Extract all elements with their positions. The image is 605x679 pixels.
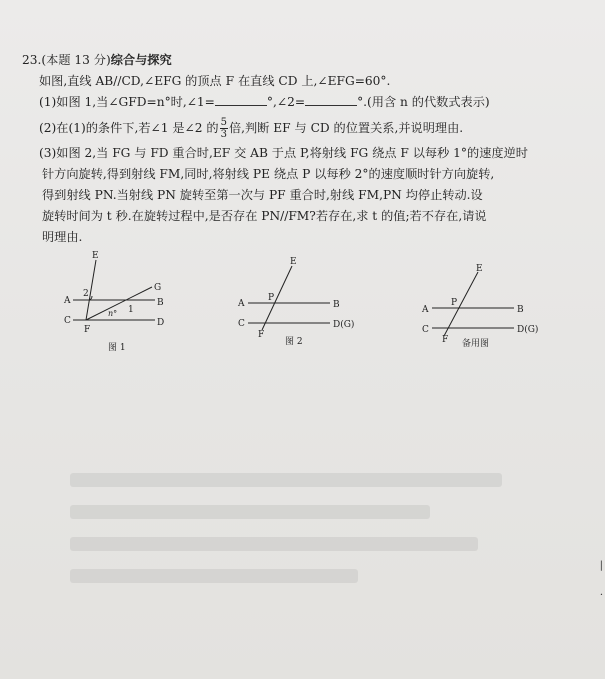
fig1-label-angle2: 2 [83,289,89,299]
question-intro: 如图,直线 AB//CD,∠EFG 的顶点 F 在直线 CD 上,∠EFG=60°. [39,74,391,88]
fig3-label-C: C [422,325,429,335]
figures-area [0,250,605,360]
fig2-line-EF [262,266,292,330]
fig1-label-angle-n: n° [108,309,118,318]
part-1 [22,92,592,113]
figure-3-labels [421,264,538,349]
figure-2-labels [237,257,354,347]
fig2-label-A: A [238,299,245,309]
fig1-label-D: D [157,318,165,328]
edge-mark: | [599,560,603,571]
fig1-label-B: B [157,298,164,308]
fig3-label-B: B [517,305,524,315]
fig2-caption: 图 2 [285,337,303,347]
fig3-label-E: E [476,264,483,274]
question-title: 综合与探究 [110,53,172,67]
fig3-label-P: P [451,298,458,308]
fraction-five-thirds [220,117,228,140]
fig1-label-angle1: 1 [128,305,134,315]
fig1-caption: 图 1 [108,343,126,353]
fig2-label-P: P [268,293,275,303]
question-score: (本题 13 分) [41,53,111,67]
fig1-ray-FG [86,287,152,320]
fraction-denominator: 3 [220,129,227,140]
fraction-numerator: 5 [220,117,227,128]
part-3-line-3: 得到射线 PN.当射线 PN 旋转至第一次与 PF 重合时,射线 FM,PN 均停止转动.设 [42,188,483,202]
part-1-text-b: °,∠2= [266,95,306,109]
question-number: 23. [22,53,42,67]
fig2-label-C: C [238,319,245,329]
part-3-line-2: 针方向旋转,得到射线 FM,同时,将射线 PE 绕点 P 以每秒 2°的速度顺时针方向旋转, [42,167,495,181]
edge-mark: · [599,590,603,601]
part-2-text-a: (2)在(1)的条件下,若∠1 是∠2 的 [39,121,219,135]
fig2-label-B: B [333,300,340,310]
question-23 [22,50,592,248]
bleed-through-text [70,455,550,605]
fig3-label-F: F [442,335,449,345]
fig1-label-C: C [64,316,71,326]
part-1-text-a: (1)如图 1,当∠GFD=n°时,∠1= [39,95,215,109]
fig1-label-G: G [154,283,162,293]
part-3-line-5: 明理由. [42,230,83,244]
fig3-label-A: A [422,305,429,315]
part-1-text-c: °.(用含 n 的代数式表示) [357,95,490,109]
fig3-label-DG: D(G) [517,325,539,335]
part-2-text-b: 倍,判断 EF 与 CD 的位置关系,并说明理由. [228,121,464,135]
fig2-label-F: F [258,330,265,340]
fig3-caption: 备用图 [462,339,490,349]
part-3-line-1: (3)如图 2,当 FG 与 FD 重合时,EF 交 AB 于点 P,将射线 FG 绕点 F 以每秒 1°的速度逆时 [39,146,528,160]
fig1-label-A: A [64,296,71,306]
fig1-label-F: F [84,325,91,335]
figure-2 [248,266,330,330]
part-3-line-4: 旋转时间为 t 秒.在旋转过程中,是否存在 PN//FM?若存在,求 t 的值;若不存在,请说 [42,209,487,223]
figure-1-labels [63,251,164,353]
figure-3 [432,272,514,336]
fig2-label-E: E [290,257,297,267]
question-header [22,50,592,71]
answer-blank-angle2[interactable] [305,93,357,106]
answer-blank-angle1[interactable] [215,93,267,106]
part-2 [22,117,592,140]
fig3-line-EF [444,272,478,336]
fig2-label-DG: D(G) [333,320,355,330]
fig1-label-E: E [92,251,99,261]
